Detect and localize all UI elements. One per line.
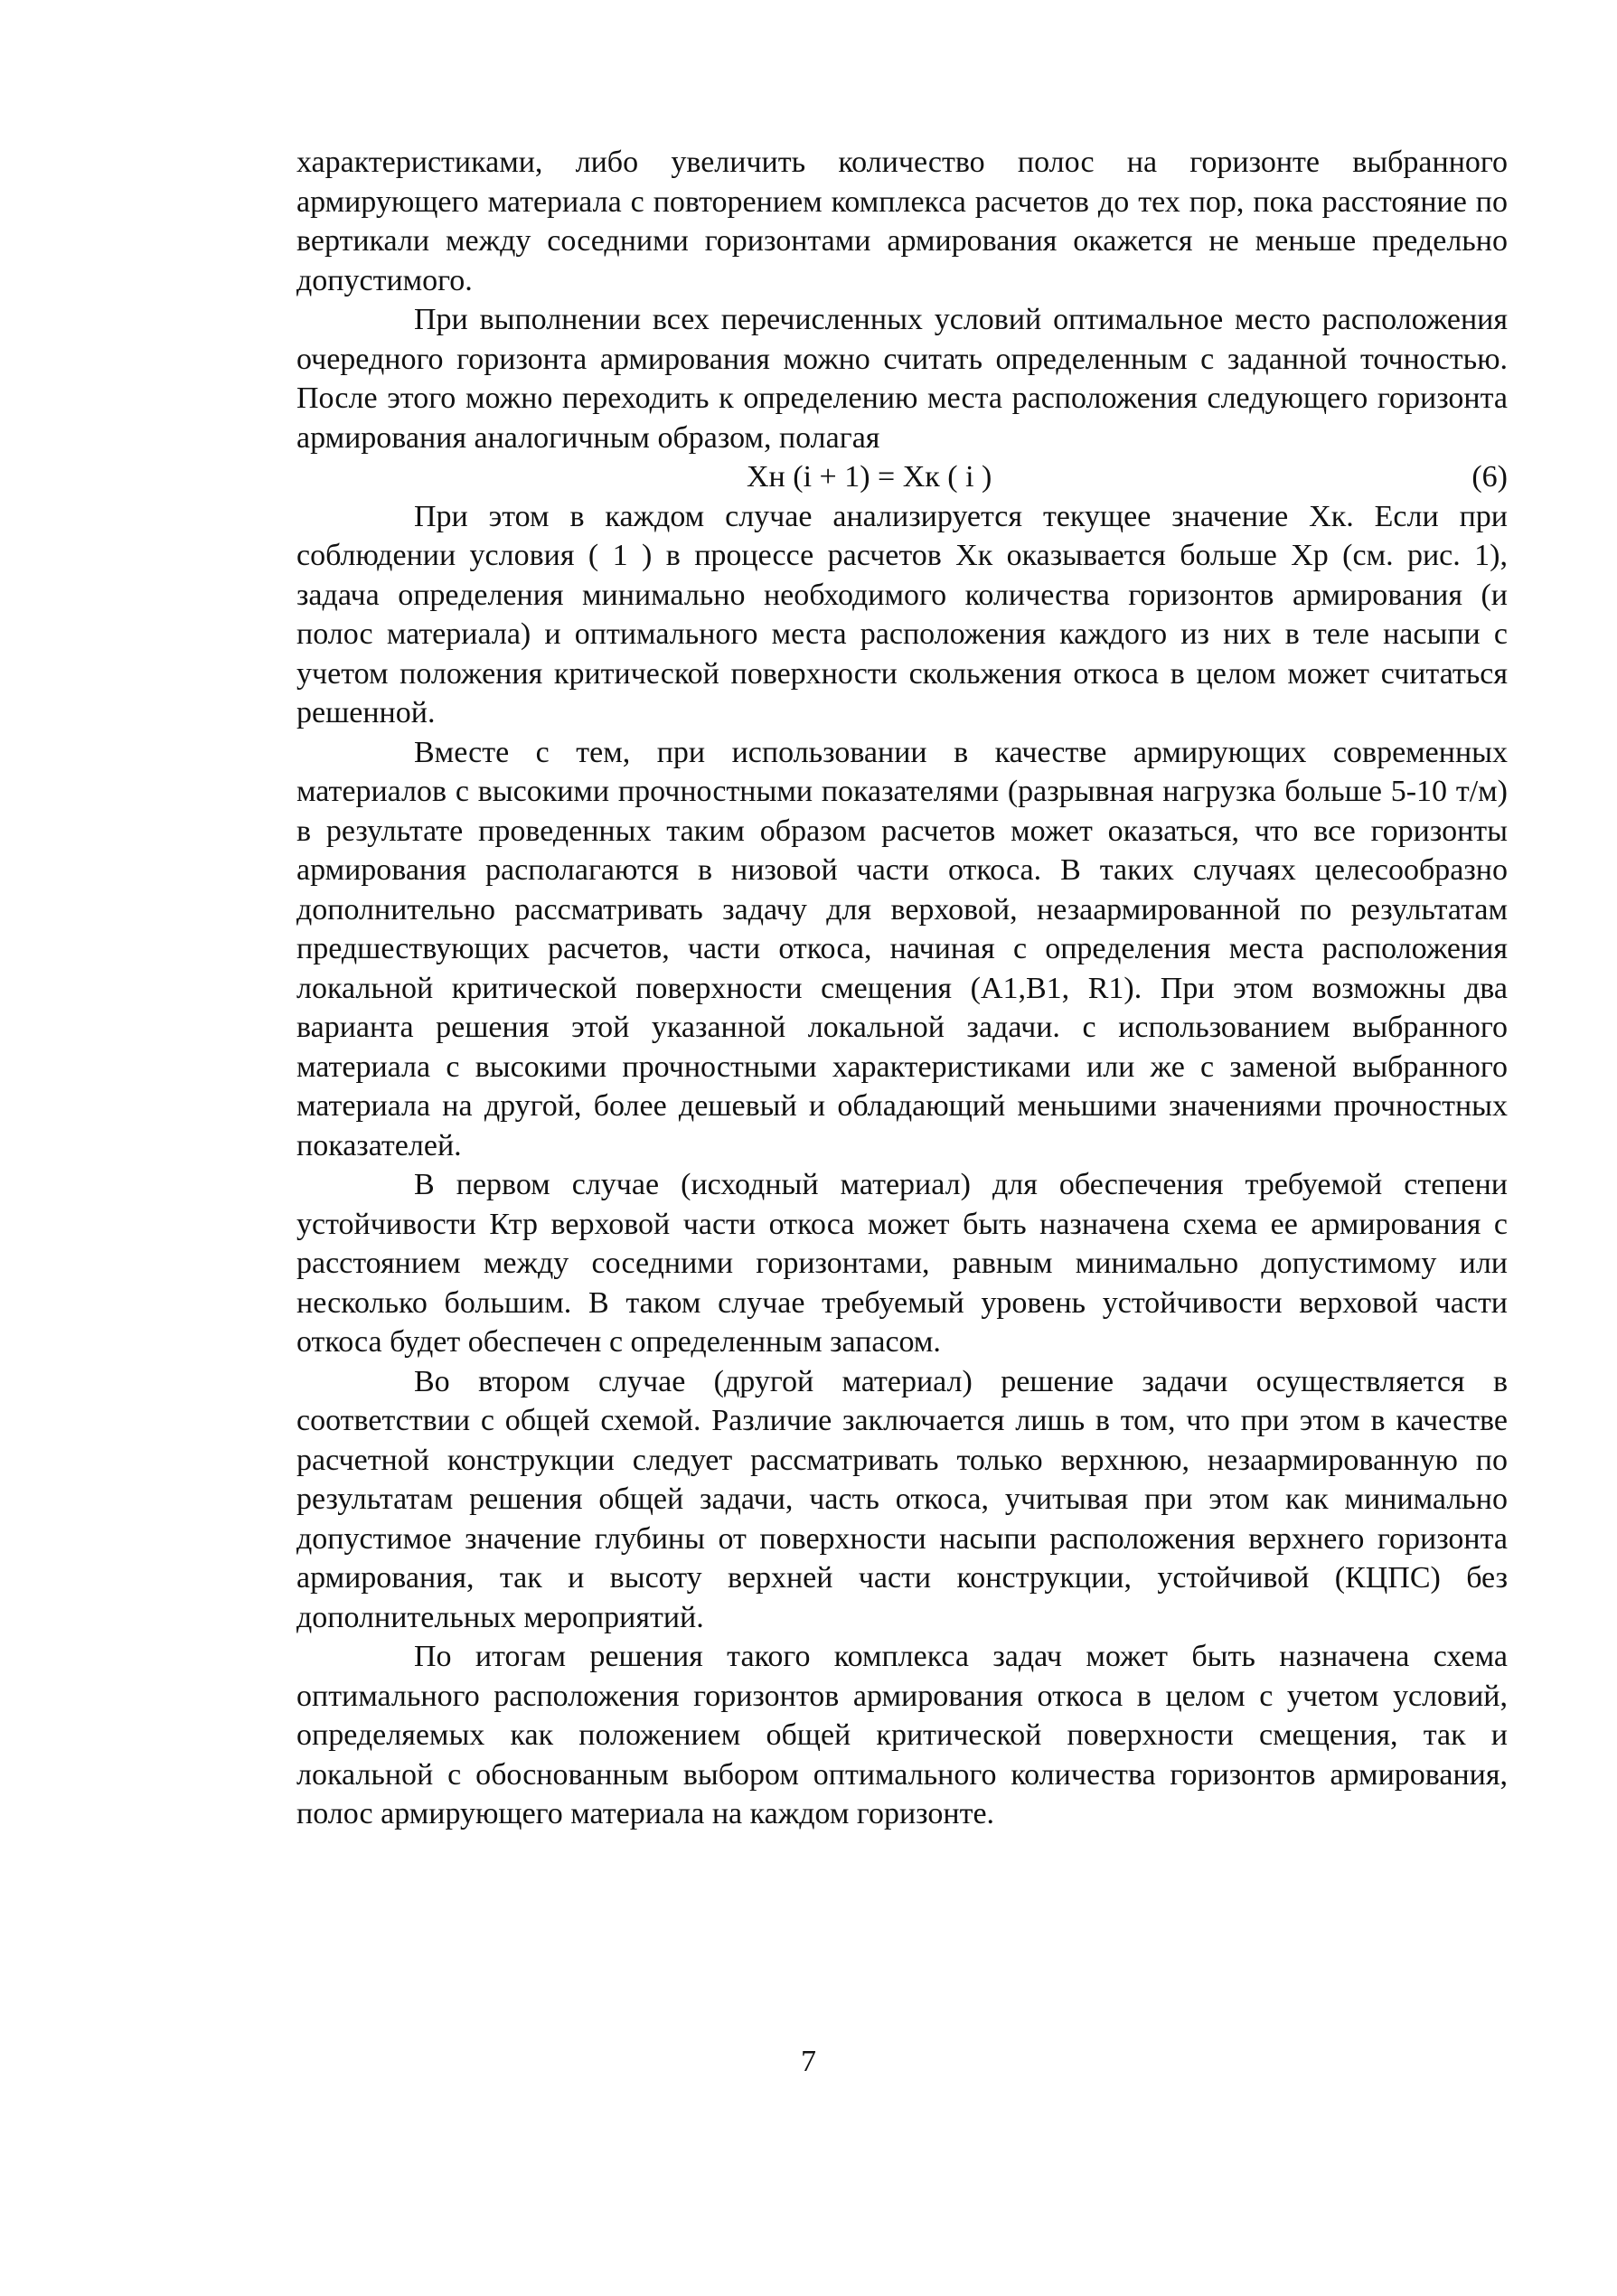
- body-text: [296, 143, 1508, 1834]
- page-number: 7: [801, 2045, 816, 2078]
- formula-number: (6): [1471, 460, 1508, 494]
- paragraph-5: В первом случае (исходный материал) для обеспечения требуемой степени устойчивости Ктр верховой части откоса может быть назначена схема ее армирования с расстоянием между соседними горизонтами, равным минимально допустимому или несколько большим. В таком случае требуемый уровень устойчивости верховой части откоса будет обеспечен с определенным запасом.: [296, 1168, 1508, 1359]
- formula-line: [296, 457, 1508, 497]
- paragraph-7: По итогам решения такого комплекса задач может быть назначена схема оптимального расположения горизонтов армирования откоса в целом с учетом условий, определяемых как положением общей критической поверхности смещения, так и локальной с обоснованным выбором оптимального количества горизонтов армирования, полос армирующего материала на каждом горизонте.: [296, 1640, 1508, 1830]
- paragraph-2: При выполнении всех перечисленных условий оптимальное место расположения очередного горизонта армирования можно считать определенным с заданной точностью. После этого можно переходить к определению места расположения следующего горизонта армирования аналогичным образом, полагая: [296, 303, 1508, 455]
- paragraph-6: Во втором случае (другой материал) решение задачи осуществляется в соответствии с общей схемой. Различие заключается лишь в том, что при этом в качестве расчетной конструкции следует рассматривать только верхнюю, незаармированную по результатам решения общей задачи, часть откоса, учитывая при этом как минимально допустимое значение глубины от поверхности насыпи расположения верхнего горизонта армирования, так и высоту верхней части конструкции, устойчивой (КЦПС) без дополнительных мероприятий.: [296, 1364, 1508, 1634]
- paragraph-1: характеристиками, либо увеличить количество полос на горизонте выбранного армирующего материала с повторением комплекса расчетов до тех пор, пока расстояние по вертикали между соседними горизонтами армирования окажется не меньше предельно допустимого.: [296, 146, 1508, 297]
- paragraph-3: При этом в каждом случае анализируется текущее значение Хк. Если при соблюдении условия ( 1 ) в процессе расчетов Хк оказывается больше Хр (см. рис. 1), задача определения минимально необходимого количества горизонтов армирования (и полос материала) и оптимального места расположения каждого из них в теле насыпи с учетом положения критической поверхности скольжения откоса в целом может считаться решенной.: [296, 499, 1508, 729]
- formula-6: Хн (i + 1) = Хк ( i ): [747, 460, 992, 494]
- paragraph-4: Вместе с тем, при использовании в качестве армирующих современных материалов с высокими прочностными показателями (разрывная нагрузка больше 5-10 т/м) в результате проведенных таким образом расчетов может оказаться, что все горизонты армирования располагаются в низовой части откоса. В таких случаях целесообразно дополнительно рассматривать задачу для верховой, незаармированной по результатам предшествующих расчетов, части откоса, начиная с определения места расположения локальной критической поверхности смещения (А1,В1, R1). При этом возможны два варианта решения этой указанной локальной задачи. с использованием выбранного материала с высокими прочностными характеристиками или же с заменой выбранного материала на другой, более дешевый и обладающий меньшими значениями прочностных показателей.: [296, 735, 1508, 1162]
